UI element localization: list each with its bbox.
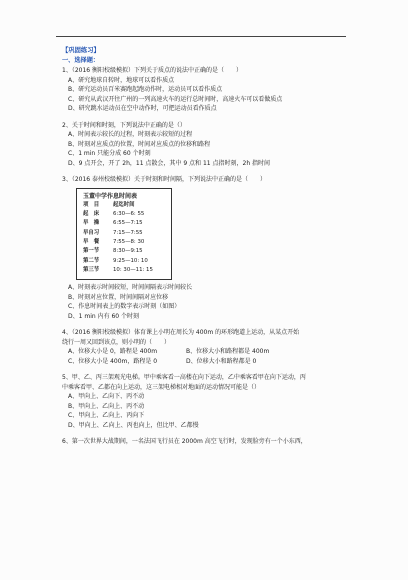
option-a: A、时刻表示时间较短，时间间隔表示时间较长 bbox=[68, 284, 193, 292]
option-b: B、研究运动员百米赛跑起跑动作时，运动员可以看作质点 bbox=[68, 86, 223, 93]
option-b: B、时刻对应位置，时间间隔对应位移 bbox=[68, 293, 169, 301]
option-c: C、作息时间表上的数字表示时刻（如图） bbox=[68, 303, 181, 311]
option-b: B、时刻对应质点的位置，时间对应质点的位移和路程 bbox=[68, 140, 211, 148]
question-stem-cont: 中乘客看甲、乙都在向上运动，这三架电梯相对地面的运动情况可能是（） bbox=[62, 383, 261, 391]
schedule-time: 8:30—9:15 bbox=[113, 248, 143, 255]
schedule-header bbox=[83, 201, 165, 210]
schedule-item: 第二节 bbox=[83, 257, 100, 264]
question-stem: 4、（2016 衡阳校级模拟）体育课上小明在周长为 400m 的环形跑道上运动，从某点开始 bbox=[62, 329, 300, 337]
schedule-item: 早自习 bbox=[83, 229, 100, 236]
exercise-content bbox=[62, 46, 384, 447]
option-d: D、9 点开会，开了 2h，11 点散会，其中 9 点和 11 点指时刻，2h 指时间 bbox=[68, 159, 271, 167]
schedule-item: 起 床 bbox=[83, 211, 100, 218]
section-heading: 一、选择题： bbox=[62, 56, 100, 64]
schedule-row bbox=[83, 229, 165, 238]
schedule-header-item: 项 目 bbox=[83, 201, 100, 208]
question-stem: 5、甲、乙、丙三架观光电梯。甲中乘客看一高楼在向下运动，乙中乘客看甲在向下运动，丙 bbox=[62, 374, 306, 382]
schedule-item: 早 餐 bbox=[83, 238, 100, 245]
option-d: D、甲向上、乙向上、丙也向上，但比甲、乙都慢 bbox=[68, 421, 199, 429]
schedule-row bbox=[83, 219, 165, 228]
question-3 bbox=[62, 175, 384, 321]
section-tag: 【巩固练习】 bbox=[62, 47, 100, 54]
option-d: D、1 min 内有 60 个时刻 bbox=[68, 312, 140, 320]
option-c: C、甲向上、乙向上、丙向下 bbox=[68, 412, 145, 420]
question-stem: 3、（2016 泰州校级模拟）关于时刻和时间隔，下列说法中正确的是（ ） bbox=[62, 176, 266, 183]
option-a: A、位移大小是 0，路程是 400m bbox=[68, 348, 158, 356]
schedule-title: 玉董中学作息时间表 bbox=[83, 192, 138, 200]
option-a: A、时间表示较长的过程，时刻表示较短的过程 bbox=[68, 131, 193, 138]
option-b: B、甲向上、乙向上、丙不动 bbox=[68, 402, 145, 410]
question-5 bbox=[62, 373, 384, 430]
schedule-item: 早 操 bbox=[83, 220, 100, 227]
option-c: C、位移大小是 400m，路程是 0 bbox=[68, 357, 158, 365]
option-d: D、研究跳水运动员在空中动作时，可把运动员看作质点 bbox=[68, 105, 217, 112]
question-stem: 6、第一次世界大战期间，一名法国飞行员在 2000m 高空飞行时，发现脸旁有一个小东西， bbox=[62, 438, 307, 446]
schedule-time: 6:30—6: 55 bbox=[113, 211, 145, 218]
schedule-item: 第三节 bbox=[83, 266, 100, 273]
schedule-row bbox=[83, 266, 165, 275]
schedule-time: 7:55—8: 30 bbox=[113, 238, 145, 245]
option-c: C、研究从武汉开往广州的一列高速火车的运行总时间时，高速火车可以看做质点 bbox=[68, 95, 283, 103]
question-2 bbox=[62, 121, 384, 169]
schedule-row bbox=[83, 247, 165, 256]
question-stem-cont: 绕行一周又回到该点，则小明的（ ） bbox=[62, 338, 171, 346]
schedule-table bbox=[76, 188, 172, 281]
option-d: D、位移大小和路程都是 0 bbox=[186, 357, 257, 365]
option-b: B、位移大小和路程都是 400m bbox=[186, 348, 270, 356]
option-row bbox=[62, 357, 384, 367]
schedule-time: 9:25—10: 10 bbox=[113, 257, 148, 264]
question-stem: 2、关于时间和时刻，下列说法中正确的是（） bbox=[62, 121, 186, 129]
schedule-row bbox=[83, 210, 165, 219]
schedule-time: 6:55—7:15 bbox=[113, 220, 143, 227]
question-6 bbox=[62, 437, 384, 447]
option-a: A、甲向上、乙向下、丙不动 bbox=[68, 393, 145, 401]
option-row bbox=[62, 347, 384, 357]
question-1 bbox=[62, 66, 384, 114]
schedule-row bbox=[83, 257, 165, 266]
option-c: C、1 min 只能分成 60 个时刻 bbox=[68, 150, 151, 157]
question-4 bbox=[62, 328, 384, 366]
schedule-row bbox=[83, 238, 165, 247]
schedule-time: 7:15—7:55 bbox=[113, 229, 143, 236]
schedule-header-time: 起迄时间 bbox=[113, 201, 135, 208]
schedule-item: 第一节 bbox=[83, 248, 100, 255]
schedule-time: 10: 30—11: 15 bbox=[113, 266, 153, 273]
header-rule bbox=[56, 36, 346, 37]
question-stem: 1、（2016 衡阳校级模拟）下列关于质点的说法中正确的是（ ） bbox=[62, 67, 242, 74]
option-a: A、研究地球自转时，地球可以看作质点 bbox=[68, 76, 175, 84]
